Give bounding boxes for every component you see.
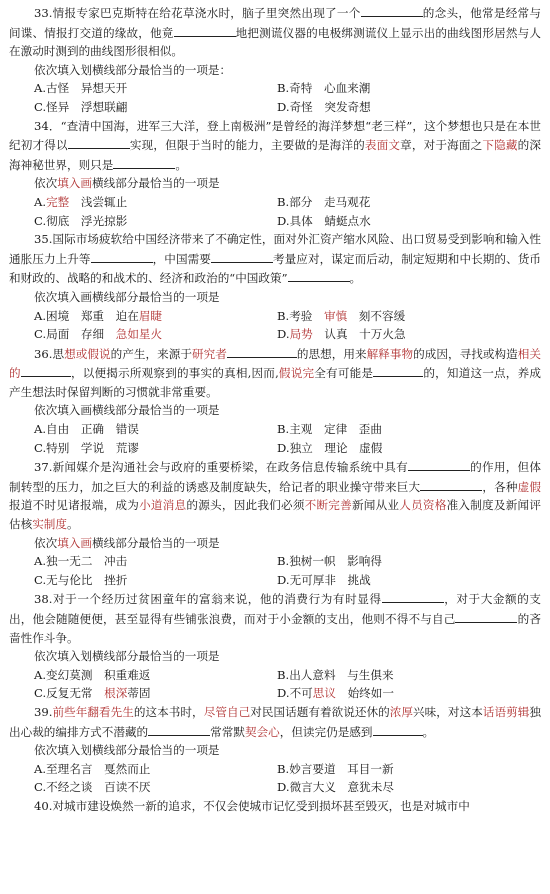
answer-blank: [408, 457, 470, 471]
option-grid: [9, 307, 541, 344]
option-a[interactable]: A.古怪 异想天开: [34, 81, 128, 96]
question-39: [9, 703, 541, 797]
option-grid: [9, 79, 541, 116]
answer-blank: [288, 268, 350, 282]
question-instruction: 依次填入划横线部分最恰当的一项是：: [34, 62, 232, 77]
question-stem: 40.对城市建设焕然一新的追求，不仅会使城市记忆受到损坏甚至毁灭，也是对城市中: [34, 798, 470, 813]
question-37: [9, 457, 541, 589]
option-d[interactable]: D.局势 认真 十万火急: [277, 327, 406, 342]
option-c[interactable]: C.特别 学说 荒谬: [34, 440, 139, 455]
answer-blank: [113, 155, 175, 169]
option-d[interactable]: D.不可思议 始终如一: [277, 686, 394, 701]
option-d[interactable]: D.微言大义 意犹未尽: [277, 780, 394, 795]
answer-blank: [382, 589, 444, 603]
answer-blank: [455, 609, 517, 623]
question-instruction: 依次填入画横线部分最恰当的一项是: [34, 535, 220, 550]
option-a[interactable]: A.独一无二 冲击: [34, 554, 128, 569]
question-stem: 39.前些年翻看先生的这本书时，尽管自己对民国话题有着欲说还休的浓厚兴味，对这本话语剪辑独出心裁的编排方式不潜藏的 常常默契会心，但读完仍是感到 。: [9, 704, 541, 739]
option-d[interactable]: D.奇怪 突发奇想: [277, 99, 371, 114]
option-d[interactable]: D.具体 蜻蜓点水: [277, 213, 371, 228]
question-34: [9, 117, 541, 231]
answer-blank: [227, 344, 297, 358]
option-c[interactable]: C.无与伦比 挫折: [34, 572, 128, 587]
question-instruction: 依次填入画横线部分最恰当的一项是: [34, 403, 220, 418]
option-grid: [9, 666, 541, 703]
answer-blank: [91, 249, 153, 263]
option-d[interactable]: D.无可厚非 挑战: [277, 572, 371, 587]
option-a[interactable]: A.困境 郑重 迫在眉睫: [34, 308, 163, 323]
option-grid: [9, 552, 541, 589]
option-grid: [9, 193, 541, 230]
question-stem: 33.情报专家巴克斯特在给花草浇水时，脑子里突然出现了一个 的念头，他常是经常与间谍、情报打交道的缘故，他竟 地把测谎仪器的电极绑测谎仪上显示出的曲线图形居然与人在激动时测到的曲线图形很相似。: [9, 3, 541, 61]
question-38: [9, 589, 541, 703]
option-a[interactable]: A.至理名言 戛然而止: [34, 761, 151, 776]
question-40: [9, 797, 541, 816]
option-c[interactable]: C.局面 存细 急如星火: [34, 327, 163, 342]
answer-blank: [361, 3, 423, 17]
question-instruction: 依次填入划横线部分最恰当的一项是: [34, 743, 220, 758]
answer-blank: [174, 23, 236, 37]
question-35: [9, 230, 541, 344]
option-c[interactable]: C.怪异 浮想联翩: [34, 99, 128, 114]
option-b[interactable]: B.妙言要道 耳目一新: [277, 761, 394, 776]
answer-blank: [373, 363, 423, 377]
answer-blank: [420, 477, 482, 491]
option-c[interactable]: C.反复无常 根深蒂固: [34, 686, 151, 701]
option-grid: [9, 760, 541, 797]
answer-blank: [211, 249, 273, 263]
option-b[interactable]: B.独树一帜 影响得: [277, 554, 382, 569]
option-b[interactable]: B.出人意料 与生俱来: [277, 667, 394, 682]
answer-blank: [148, 722, 210, 736]
answer-blank: [68, 135, 130, 149]
question-stem: 35.国际市场疲软给中国经济带来了不确定性，面对外汇资产缩水风险、出口贸易受到影响和输入性通胀压力上升等 ，中国需要 考量应对，谋定而后动，制定短期和中长期的、货币和财政的、战略的和战术的、经济和政治的“中国政策” 。: [9, 232, 541, 286]
answer-blank: [373, 722, 423, 736]
question-instruction: 依次填入画横线部分最恰当的一项是: [34, 289, 220, 304]
question-stem: 37.新闻媒介是沟通社会与政府的重要桥梁，在政务信息传输系统中具有 的作用，但体制转型的压力，加之巨大的利益的诱惑及制度缺失，给记者的职业操守带来巨大 ，各种虚假报道不时见诸报端，成为小道消息的源头，因此我们必须不断完善新闻从业人员资格准入制度及新闻评估核实制度。: [9, 457, 541, 533]
option-a[interactable]: A.变幻莫测 积重难返: [34, 667, 151, 682]
question-instruction: 依次填入画横线部分最恰当的一项是: [34, 176, 220, 191]
question-33: [9, 3, 541, 117]
option-d[interactable]: D.独立 理论 虚假: [277, 440, 383, 455]
question-stem: 36.思想或假说的产生，来源于研究者 的思想，用来解释事物的成因，寻找或构造相关的 ，以便揭示所观察到的事实的真相,因而,假说完全有可能是 的，知道这一点，养成产生想法时保留判断的习惯就非常重要。: [9, 344, 541, 402]
option-b[interactable]: B.部分 走马观花: [277, 194, 371, 209]
option-grid: [9, 420, 541, 457]
question-stem: 38.对于一个经历过贫困童年的富翁来说，他的消费行为有时显得 ，对于大金额的支出，他会随随便便，甚至显得有些铺张浪费，而对于小金额的支出，他则不得不与自己 的吝啬性作斗争。: [9, 589, 541, 647]
option-b[interactable]: B.主观 定律 歪曲: [277, 422, 382, 437]
answer-blank: [21, 363, 71, 377]
option-c[interactable]: C.彻底 浮光掠影: [34, 213, 128, 228]
question-36: [9, 344, 541, 458]
question-instruction: 依次填入划横线部分最恰当的一项是: [34, 649, 220, 664]
option-b[interactable]: B.考验 审慎 刻不容缓: [277, 308, 406, 323]
question-stem: 34．“查清中国海，进军三大洋，登上南极洲”是曾经的海洋梦想“老三样”，这个梦想也只是在本世纪初才得以 实现，但限于当时的能力，主要做的是海洋的表面文章，对于海面之下隐藏的深海神秘世界，则只是 。: [9, 118, 541, 172]
option-c[interactable]: C.不经之谈 百读不厌: [34, 780, 151, 795]
option-a[interactable]: A.自由 正确 错误: [34, 422, 139, 437]
option-a[interactable]: A.完整 浅尝辄止: [34, 194, 128, 209]
option-b[interactable]: B.奇特 心血来潮: [277, 81, 371, 96]
